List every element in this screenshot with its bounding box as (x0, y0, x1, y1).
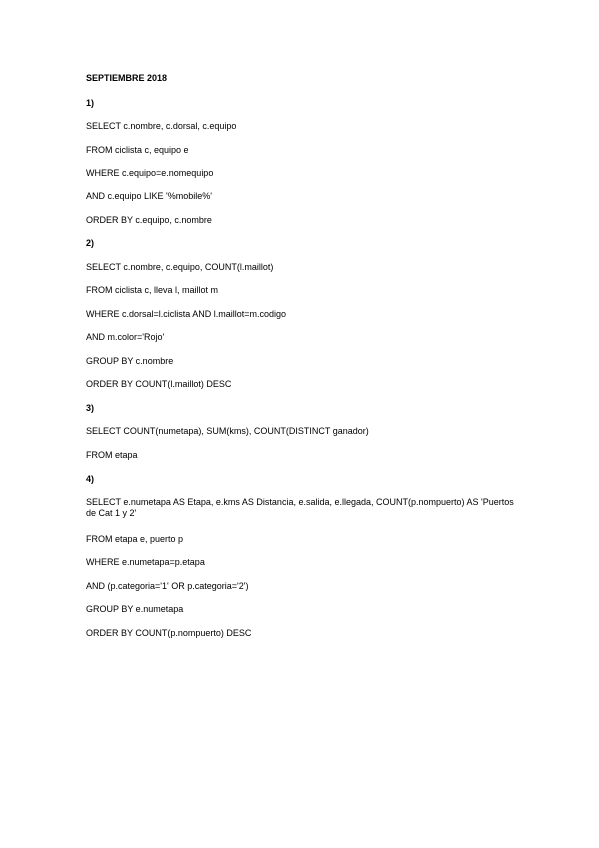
query-line: SELECT e.numetapa AS Etapa, e.kms AS Distancia, e.salida, e.llegada, COUNT(p.nompuerto) AS 'Puertos de Cat 1 y 2' (86, 497, 514, 518)
query-line: FROM ciclista c, lleva l, maillot m (86, 285, 219, 295)
query-line: SELECT COUNT(numetapa), SUM(kms), COUNT(DISTINCT ganador) (86, 426, 369, 436)
query-line: FROM ciclista c, equipo e (86, 145, 189, 155)
document-heading: SEPTIEMBRE 2018 (86, 73, 168, 83)
query-line: WHERE e.numetapa=p.etapa (86, 557, 205, 567)
query-line: GROUP BY c.nombre (86, 356, 174, 366)
query-line: SELECT c.nombre, c.dorsal, c.equipo (86, 121, 237, 131)
section-number: 2) (86, 238, 95, 248)
query-line: ORDER BY c.equipo, c.nombre (86, 215, 212, 225)
query-line: WHERE c.equipo=e.nomequipo (86, 168, 214, 178)
query-line: AND c.equipo LIKE '%mobile%' (86, 191, 212, 201)
query-line: AND (p.categoria='1' OR p.categoria='2') (86, 581, 249, 591)
query-line: SELECT c.nombre, c.equipo, COUNT(l.maillot) (86, 262, 274, 272)
query-line: ORDER BY COUNT(p.nompuerto) DESC (86, 628, 252, 638)
query-line: FROM etapa (86, 450, 138, 460)
query-line: AND m.color='Rojo' (86, 332, 165, 342)
query-line: ORDER BY COUNT(l.maillot) DESC (86, 379, 232, 389)
section-number: 4) (86, 474, 95, 484)
query-line: FROM etapa e, puerto p (86, 534, 184, 544)
section-number: 1) (86, 98, 95, 108)
query-line: GROUP BY e.numetapa (86, 604, 184, 614)
section-number: 3) (86, 403, 95, 413)
query-line: WHERE c.dorsal=l.ciclista AND l.maillot=m.codigo (86, 309, 287, 319)
